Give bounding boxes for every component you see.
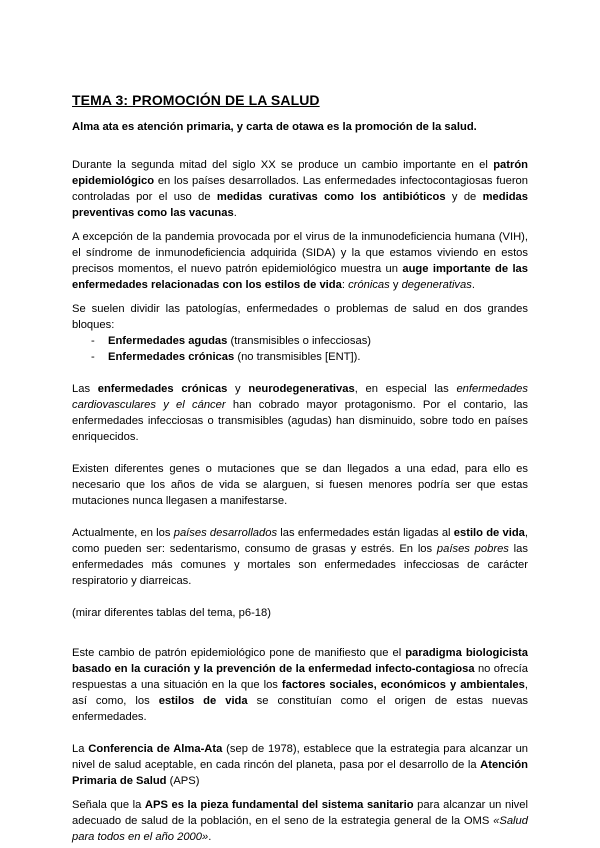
paragraph-mirar-tablas: (mirar diferentes tablas del tema, p6-18) bbox=[72, 607, 271, 619]
paragraph-genes-mutaciones: Existen diferentes genes o mutaciones que se dan llegados a una edad, para ello es necesario que los años de vida se alarguen, si fuesen menores podría ser que estas mutaciones nunca llegasen a manifestarse. bbox=[72, 463, 528, 507]
subtitle: Alma ata es atención primaria, y carta de otawa es la promoción de la salud. bbox=[72, 121, 477, 133]
page-title: TEMA 3: PROMOCIÓN DE LA SALUD bbox=[72, 92, 320, 108]
paragraph-aps: Señala que la APS es la pieza fundamental del sistema sanitario para alcanzar un nivel adecuado de salud de la población, en el seno de la estrategia general de la OMS «Salud para todos en el año 2000». bbox=[72, 799, 528, 843]
paragraph-paradigma-biologicista: Este cambio de patrón epidemiológico pone de manifiesto que el paradigma biologicista basado en la curación y la prevención de la enfermedad infecto-contagiosa no ofrecía respuestas a una situación en la que los factores sociales, económicos y ambientales, así como, los estilos de vida se constituían como el origen de estas nuevas enfermedades. bbox=[72, 647, 529, 723]
bloques-list bbox=[72, 333, 528, 365]
paragraph-excepcion-vih: A excepción de la pandemia provocada por el virus de la inmunodeficiencia humana (VIH), el síndrome de inmunodeficiencia adquirida (SIDA) y la que estamos viviendo en estos precisos momentos, el nuevo patrón epidemiológico muestra un auge importante de las enfermedades relacionadas con los estilos de vida: crónicas y degenerativas. bbox=[72, 231, 528, 291]
paragraph-patron-epidemiologico: Durante la segunda mitad del siglo XX se produce un cambio importante en el patrón epidemiológico en los países desarrollados. Las enfermedades infectocontagiosas fueron controladas por el uso de medidas curativas como los antibióticos y de medidas preventivas como las vacunas. bbox=[72, 159, 528, 219]
paragraph-bloques-intro: Se suelen dividir las patologías, enfermedades o problemas de salud en dos grandes bloques: bbox=[72, 303, 528, 331]
paragraph-cronicas-neurodegenerativas: Las enfermedades crónicas y neurodegenerativas, en especial las enfermedades cardiovasculares y el cáncer han cobrado mayor protagonismo. Por el contario, las enfermedades infecciosas o transmisibles (agudas) han disminuido, sobre todo en países enriquecidos. bbox=[72, 383, 529, 443]
paragraph-estilo-de-vida: Actualmente, en los países desarrollados las enfermedades están ligadas al estilo de vida, como pueden ser: sedentarismo, consumo de grasas y estrés. En los países pobres las enfermedades más comunes y mortales son enfermedades infecciosas de carácter respiratorio y diarreicas. bbox=[72, 527, 528, 587]
document-body bbox=[72, 91, 528, 845]
list-item-agudas: - Enfermedades agudas (transmisibles o infecciosas) bbox=[91, 335, 372, 347]
paragraph-alma-ata: La Conferencia de Alma-Ata (sep de 1978), establece que la estrategia para alcanzar un nivel de salud aceptable, en cada rincón del planeta, pasa por el desarrollo de la Atención Primaria de Salud (APS) bbox=[72, 743, 529, 787]
list-item-cronicas: - Enfermedades crónicas (no transmisibles [ENT]). bbox=[91, 351, 361, 363]
